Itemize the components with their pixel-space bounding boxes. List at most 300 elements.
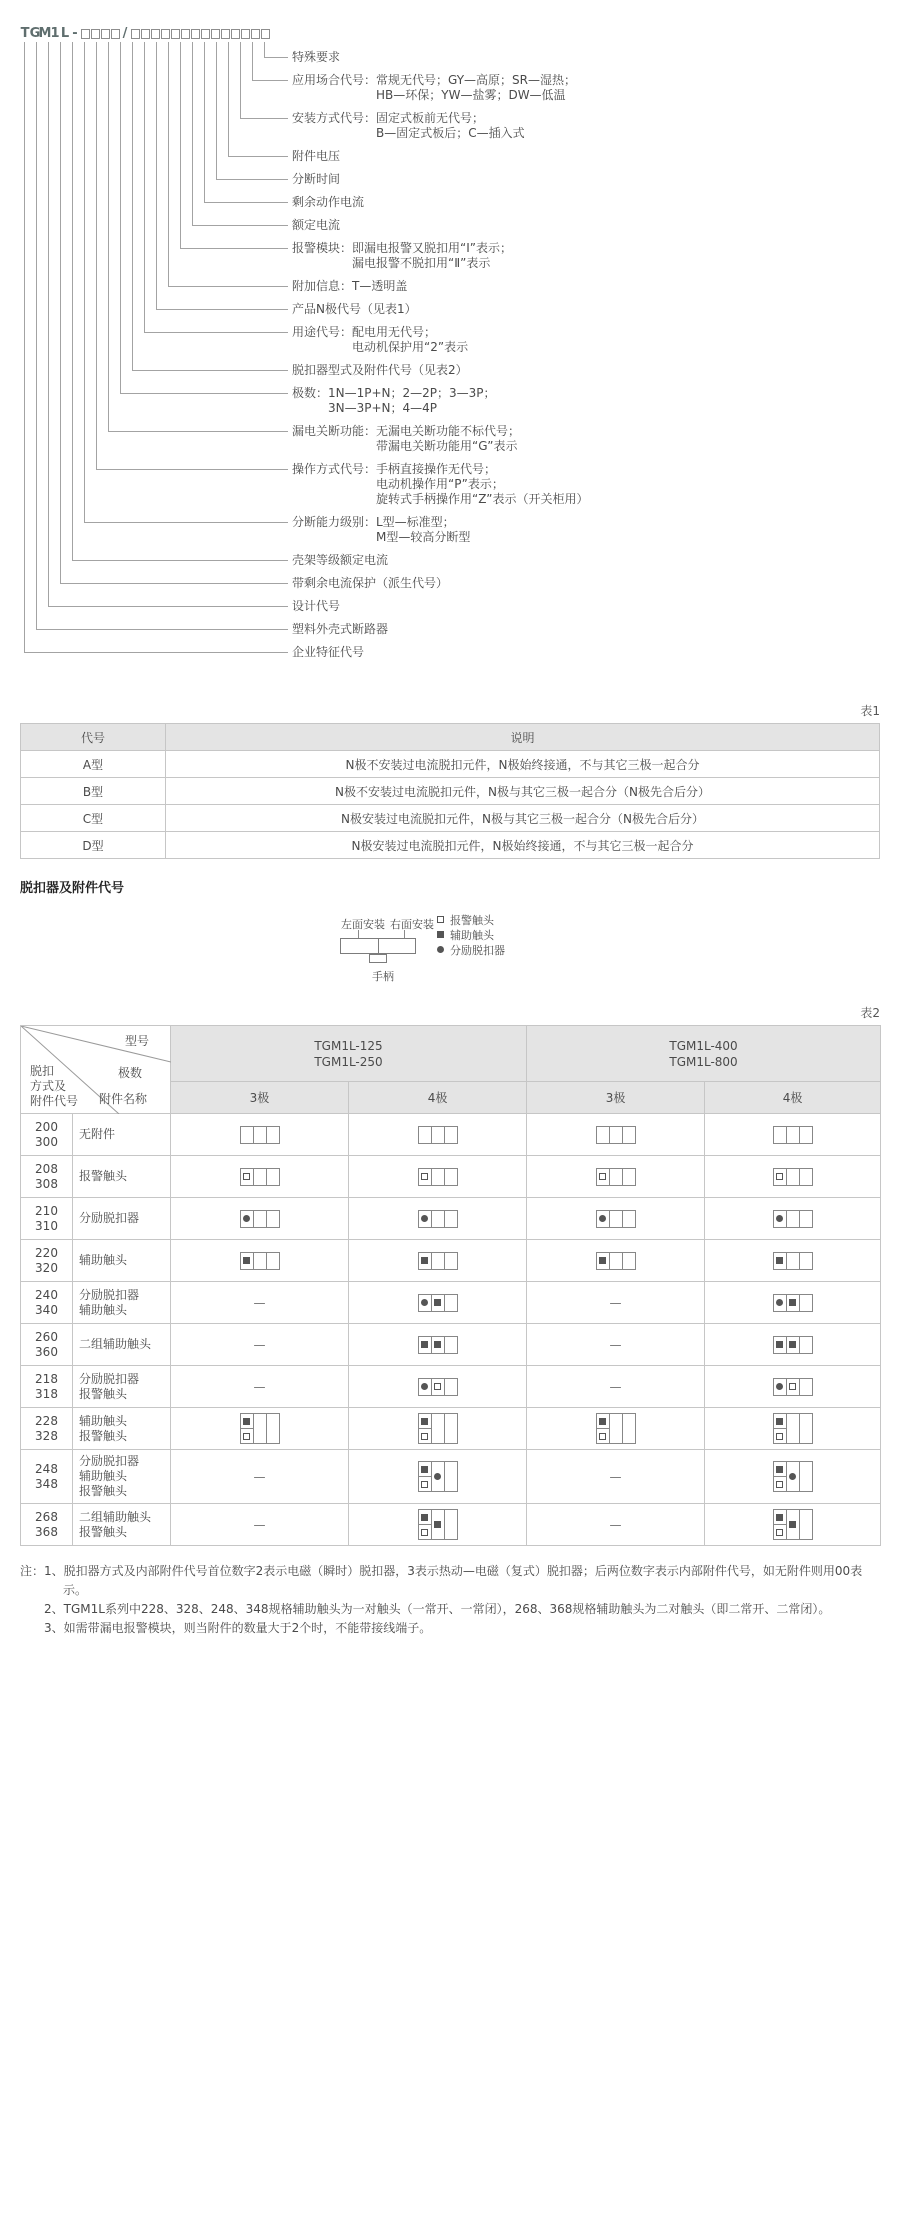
mount-diagram — [0, 908, 900, 1004]
accessory-diagram-cell — [349, 1156, 527, 1198]
accessory-position-diagram — [240, 1126, 280, 1144]
model-char — [80, 29, 90, 39]
accessory-position-diagram — [240, 1413, 280, 1444]
diagram-slot — [799, 1168, 813, 1186]
diagram-slot — [596, 1126, 610, 1144]
model-name: TGM1L-400 — [669, 1038, 738, 1053]
diagram-subslot — [419, 1476, 431, 1491]
no-option-dash: — — [609, 1469, 622, 1484]
accessory-code-line: 300 — [35, 1134, 58, 1149]
n-pole-desc: N极安装过电流脱扣元件，N极与其它三极一起合分（N极先合后分） — [166, 805, 880, 832]
diagram-subslot — [774, 1510, 786, 1524]
aux-symbol-icon — [437, 931, 444, 938]
diagram-slot — [431, 1413, 445, 1444]
no-option-dash: — — [253, 1379, 266, 1394]
accessory-code — [21, 1198, 73, 1240]
accessory-diagram-cell — [171, 1282, 349, 1324]
pole-count-header: 4极 — [349, 1082, 527, 1114]
diagram-subslot — [774, 1414, 786, 1428]
accessory-name-line: 二组辅助触头 — [79, 1509, 152, 1524]
diagram-slot — [609, 1210, 623, 1228]
accessory-code — [21, 1240, 73, 1282]
aux-symbol-icon — [599, 1418, 606, 1425]
lower-content — [0, 702, 900, 1638]
diagram-slot — [431, 1336, 445, 1354]
aux-symbol-icon — [421, 1466, 428, 1473]
branch-label-line: 漏电关断功能：无漏电关断功能不标代号； — [292, 424, 521, 438]
branch-label-line: 附件电压 — [292, 149, 341, 163]
accessory-name-line: 报警触头 — [79, 1524, 128, 1539]
diagram-slot — [786, 1461, 800, 1492]
shunt-symbol-icon — [434, 1473, 441, 1480]
table2-row — [21, 1408, 881, 1450]
accessory-diagram-cell — [171, 1114, 349, 1156]
shunt-symbol-icon — [421, 1383, 428, 1390]
breaker-right-slot — [378, 939, 416, 953]
table2-row — [21, 1156, 881, 1198]
accessory-diagram-cell — [705, 1156, 881, 1198]
table1-header-cell: 说明 — [166, 724, 880, 751]
no-option-dash: — — [609, 1379, 622, 1394]
diagram-slot — [418, 1210, 432, 1228]
diagram-slot — [622, 1126, 636, 1144]
aux-symbol-icon — [789, 1299, 796, 1306]
accessory-code — [21, 1114, 73, 1156]
diagram-slot — [622, 1168, 636, 1186]
model-digit-box — [171, 29, 180, 39]
branch-label-line: 分断时间 — [292, 172, 341, 186]
diagram-slot — [773, 1294, 787, 1312]
diagram-slot — [431, 1294, 445, 1312]
accessory-diagram-cell — [171, 1240, 349, 1282]
accessory-diagram-cell — [349, 1450, 527, 1504]
accessory-name-line: 辅助触头 — [79, 1302, 128, 1317]
symbol-legend — [437, 912, 505, 957]
branch-label — [292, 462, 588, 507]
diagram-slot-stacked — [773, 1509, 787, 1540]
diagram-slot — [431, 1210, 445, 1228]
diagram-slot — [786, 1210, 800, 1228]
accessory-diagram-cell — [171, 1504, 349, 1546]
diagram-slot — [431, 1461, 445, 1492]
branch-label-line: 特殊要求 — [292, 50, 341, 64]
diagram-slot — [253, 1126, 267, 1144]
diagram-slot — [609, 1413, 623, 1444]
table2-caption: 表2 — [860, 1006, 880, 1020]
diagram-subslot — [419, 1510, 431, 1524]
diagram-slot — [799, 1294, 813, 1312]
accessory-code-line: 328 — [35, 1428, 58, 1443]
alarm-symbol-icon — [776, 1173, 783, 1180]
accessory-name-line: 辅助触头 — [79, 1253, 128, 1267]
model-digit-box — [181, 29, 190, 39]
diagram-slot — [799, 1378, 813, 1396]
table2-model-group — [171, 1026, 527, 1082]
diagram-slot — [786, 1378, 800, 1396]
diagram-slot — [266, 1413, 280, 1444]
accessory-code-line: 308 — [35, 1176, 58, 1191]
diagram-slot — [773, 1126, 787, 1144]
accessory-position-diagram — [240, 1168, 280, 1186]
breaker-handle — [369, 954, 387, 963]
table2-row — [21, 1198, 881, 1240]
model-string — [20, 27, 270, 41]
model-char — [200, 29, 210, 39]
trip-accessory-table — [20, 1025, 881, 1546]
breaker-body — [340, 938, 416, 954]
accessory-diagram-cell — [527, 1156, 705, 1198]
model-name: TGM1L-125 — [314, 1038, 383, 1053]
diagram-slot — [773, 1378, 787, 1396]
diagram-slot — [609, 1168, 623, 1186]
diagram-subslot — [774, 1462, 786, 1476]
accessory-code — [21, 1504, 73, 1546]
accessory-diagram-cell — [349, 1198, 527, 1240]
n-pole-desc: N极不安装过电流脱扣元件，N极与其它三极一起合分（N极先合后分） — [166, 778, 880, 805]
model-digit-box — [151, 29, 160, 39]
alarm-symbol-icon — [776, 1529, 783, 1536]
branch-label — [292, 325, 468, 355]
branch-label — [292, 73, 576, 103]
branch-label — [292, 576, 448, 591]
diagram-slot — [596, 1210, 610, 1228]
table1-row — [21, 751, 880, 778]
accessory-position-diagram — [418, 1168, 458, 1186]
accessory-diagram-cell — [705, 1324, 881, 1366]
accessory-code-line: 310 — [35, 1218, 58, 1233]
branch-label-line: 企业特征代号 — [292, 645, 365, 659]
diagram-slot — [444, 1294, 458, 1312]
diagram-slot — [622, 1210, 636, 1228]
left-mount-label: 左面安装 — [341, 918, 385, 931]
accessory-name-line: 辅助触头 — [79, 1469, 128, 1483]
branch-label-line: 额定电流 — [292, 218, 341, 232]
accessory-position-diagram — [773, 1126, 813, 1144]
alarm-symbol-icon — [776, 1433, 783, 1440]
branch-label — [292, 553, 388, 568]
pole-count-header: 3极 — [527, 1082, 705, 1114]
diagram-slot — [773, 1168, 787, 1186]
branch-label-line: HB—环保；YW—盐雾；DW—低温 — [376, 88, 566, 102]
diagram-slot — [622, 1252, 636, 1270]
diagram-slot — [240, 1168, 254, 1186]
accessory-diagram-cell — [171, 1198, 349, 1240]
branch-label-line: 应用场合代号：常规无代号；GY—高原；SR—湿热； — [292, 73, 576, 87]
branch-label — [292, 599, 340, 614]
accessory-position-diagram — [773, 1294, 813, 1312]
accessory-code-line: 228 — [35, 1413, 58, 1428]
diagram-subslot — [774, 1428, 786, 1443]
accessory-code-line: 218 — [35, 1371, 58, 1386]
branch-label-line: 3N—3P+N；4—4P — [328, 401, 438, 415]
diagram-slot — [773, 1210, 787, 1228]
model-char — [220, 29, 230, 39]
corner-label-model: 型号 — [125, 1034, 150, 1048]
model-digit-box — [251, 29, 260, 39]
model-char — [150, 29, 160, 39]
accessory-diagram-cell — [705, 1408, 881, 1450]
notes-label: 注： — [20, 1564, 45, 1578]
accessory-diagram-cell — [171, 1408, 349, 1450]
model-char — [160, 29, 170, 39]
note-item: 3、如需带漏电报警模块，则当附件的数量大于2个时，不能带接线端子。 — [44, 1621, 432, 1635]
model-digit-box — [131, 29, 140, 39]
branch-label-line: 带漏电关断功能用“G”表示 — [376, 439, 518, 453]
accessory-diagram-cell — [705, 1114, 881, 1156]
diagram-slot — [253, 1210, 267, 1228]
table1-header-cell: 代号 — [21, 724, 166, 751]
right-mount-label: 右面安装 — [390, 918, 434, 931]
n-pole-desc: N极安装过电流脱扣元件，N极始终接通，不与其它三极一起合分 — [166, 832, 880, 859]
branch-label-line: 塑料外壳式断路器 — [292, 622, 389, 636]
diagram-slot — [266, 1126, 280, 1144]
branch-label — [292, 111, 525, 141]
accessory-position-diagram — [773, 1336, 813, 1354]
accessory-diagram-cell — [705, 1282, 881, 1324]
diagram-subslot — [241, 1414, 253, 1428]
table2-header-row-models — [21, 1026, 881, 1082]
table2-row — [21, 1504, 881, 1546]
accessory-code-line: 248 — [35, 1461, 58, 1476]
alarm-symbol-icon — [776, 1481, 783, 1488]
model-char — [100, 29, 110, 39]
no-option-dash: — — [609, 1295, 622, 1310]
accessory-position-diagram — [418, 1210, 458, 1228]
aux-symbol-icon — [776, 1257, 783, 1264]
accessory-position-diagram — [418, 1461, 458, 1492]
accessory-name-line: 辅助触头 — [79, 1413, 128, 1428]
model-char: T — [20, 26, 30, 41]
branch-label-line: 带剩余电流保护（派生代号） — [292, 576, 449, 590]
table2-row — [21, 1282, 881, 1324]
diagram-slot — [240, 1252, 254, 1270]
diagram-subslot — [419, 1462, 431, 1476]
notes — [20, 1562, 880, 1638]
model-char — [110, 29, 120, 39]
aux-symbol-icon — [789, 1521, 796, 1528]
model-char: L — [60, 26, 70, 41]
no-option-dash: — — [253, 1337, 266, 1352]
table1-row — [21, 832, 880, 859]
aux-symbol-icon — [434, 1341, 441, 1348]
accessory-diagram-cell — [349, 1114, 527, 1156]
model-char — [250, 29, 260, 39]
accessory-code — [21, 1408, 73, 1450]
accessory-name — [73, 1198, 171, 1240]
alarm-symbol-icon — [437, 916, 444, 923]
branch-label-line: 设计代号 — [292, 599, 341, 613]
alarm-symbol-icon — [789, 1383, 796, 1390]
model-char: / — [122, 26, 128, 41]
corner-label-trip-code: 附件代号 — [30, 1094, 79, 1108]
accessory-code — [21, 1324, 73, 1366]
branch-label — [292, 218, 340, 233]
aux-symbol-icon — [789, 1341, 796, 1348]
diagram-slot-stacked — [596, 1413, 610, 1444]
no-option-dash: — — [253, 1469, 266, 1484]
n-pole-code: B型 — [21, 778, 166, 805]
aux-symbol-icon — [421, 1514, 428, 1521]
accessory-diagram-cell — [527, 1240, 705, 1282]
legend-label: 辅助触头 — [450, 928, 494, 942]
diagram-slot — [786, 1336, 800, 1354]
model-char — [260, 29, 270, 39]
pole-count-header: 4极 — [705, 1082, 881, 1114]
model-digit-box — [221, 29, 230, 39]
legend-item — [437, 927, 505, 942]
shunt-symbol-icon — [437, 946, 444, 953]
accessory-diagram-cell — [349, 1324, 527, 1366]
accessory-code-line: 210 — [35, 1203, 58, 1218]
breaker-left-slot — [341, 939, 378, 953]
accessory-diagram-cell — [705, 1198, 881, 1240]
accessory-name-line: 分励脱扣器 — [79, 1287, 140, 1302]
diagram-slot — [253, 1413, 267, 1444]
model-digit-box — [161, 29, 170, 39]
diagram-slot — [418, 1252, 432, 1270]
branch-label-line: 电动机操作用“P”表示； — [376, 477, 504, 491]
model-digit-box — [111, 29, 120, 39]
right-mount-pointer — [404, 930, 405, 938]
accessory-name-line: 报警触头 — [79, 1428, 128, 1443]
accessory-name-line: 分励脱扣器 — [79, 1211, 140, 1225]
branch-label — [292, 172, 340, 187]
diagram-subslot — [419, 1524, 431, 1539]
diagram-slot — [444, 1413, 458, 1444]
branch-label-line: B—固定式板后；C—插入式 — [376, 126, 525, 140]
aux-symbol-icon — [421, 1418, 428, 1425]
model-digit-box — [141, 29, 150, 39]
diagram-slot — [786, 1168, 800, 1186]
accessory-name-line: 分励脱扣器 — [79, 1454, 140, 1468]
diagram-slot — [444, 1378, 458, 1396]
accessory-name — [73, 1324, 171, 1366]
diagram-slot — [799, 1461, 813, 1492]
n-pole-desc: N极不安装过电流脱扣元件，N极始终接通，不与其它三极一起合分 — [166, 751, 880, 778]
model-digit-box — [231, 29, 240, 39]
accessory-position-diagram — [773, 1413, 813, 1444]
accessory-code-line: 268 — [35, 1509, 58, 1524]
accessory-position-diagram — [418, 1378, 458, 1396]
branch-label-line: 产品N极代号（见表1） — [292, 302, 417, 316]
diagram-slot — [431, 1126, 445, 1144]
model-char — [210, 29, 220, 39]
table2-model-group — [527, 1026, 881, 1082]
shunt-symbol-icon — [776, 1383, 783, 1390]
diagram-slot — [596, 1252, 610, 1270]
model-char — [170, 29, 180, 39]
accessory-code-line: 318 — [35, 1386, 58, 1401]
accessory-position-diagram — [596, 1168, 636, 1186]
accessory-position-diagram — [773, 1461, 813, 1492]
branch-label-line: 旋转式手柄操作用“Z”表示（开关柜用） — [376, 492, 589, 506]
table2-row — [21, 1324, 881, 1366]
legend-item — [437, 942, 505, 957]
branch-label-line: 电动机保护用“2”表示 — [352, 340, 469, 354]
aux-symbol-icon — [776, 1514, 783, 1521]
accessory-position-diagram — [773, 1252, 813, 1270]
accessory-position-diagram — [418, 1413, 458, 1444]
corner-label-trip-code: 方式及 — [30, 1079, 67, 1093]
pole-count-header: 3极 — [171, 1082, 349, 1114]
legend-label: 报警触头 — [450, 913, 494, 927]
alarm-symbol-icon — [421, 1529, 428, 1536]
accessory-name — [73, 1366, 171, 1408]
n-pole-code: A型 — [21, 751, 166, 778]
table1-row — [21, 805, 880, 832]
accessory-position-diagram — [240, 1252, 280, 1270]
diagram-slot-stacked — [773, 1461, 787, 1492]
n-pole-code: C型 — [21, 805, 166, 832]
n-pole-code: D型 — [21, 832, 166, 859]
model-char — [190, 29, 200, 39]
accessory-diagram-cell — [349, 1408, 527, 1450]
accessory-diagram-cell — [349, 1366, 527, 1408]
diagram-slot — [799, 1210, 813, 1228]
diagram-slot — [773, 1336, 787, 1354]
branch-label-line: 极数：1N—1P+N；2—2P；3—3P； — [292, 386, 496, 400]
diagram-slot — [253, 1168, 267, 1186]
accessory-code-line: 368 — [35, 1524, 58, 1539]
diagram-slot — [266, 1210, 280, 1228]
notes-items — [44, 1562, 880, 1638]
aux-symbol-icon — [599, 1257, 606, 1264]
accessory-position-diagram — [596, 1413, 636, 1444]
diagram-slot — [431, 1168, 445, 1186]
diagram-slot — [786, 1509, 800, 1540]
diagram-slot — [253, 1252, 267, 1270]
accessory-name-line: 报警触头 — [79, 1386, 128, 1401]
branch-label — [292, 149, 340, 164]
accessory-position-diagram — [596, 1126, 636, 1144]
diagram-slot — [444, 1336, 458, 1354]
alarm-symbol-icon — [421, 1433, 428, 1440]
diagram-slot — [444, 1210, 458, 1228]
accessory-name — [73, 1114, 171, 1156]
corner-label-accessory-name: 附件名称 — [99, 1092, 148, 1106]
diagram-slot — [444, 1168, 458, 1186]
handle-label: 手柄 — [372, 970, 394, 983]
accessory-name-line: 二组辅助触头 — [79, 1337, 152, 1351]
branch-label-line: 报警模块：即漏电报警又脱扣用“Ⅰ”表示； — [292, 241, 512, 255]
aux-symbol-icon — [421, 1257, 428, 1264]
aux-symbol-icon — [243, 1418, 250, 1425]
accessory-name — [73, 1240, 171, 1282]
branch-label-line: 操作方式代号：手柄直接操作无代号； — [292, 462, 497, 476]
diagram-slot — [418, 1378, 432, 1396]
model-char: 1 — [50, 26, 60, 41]
diagram-slot — [418, 1168, 432, 1186]
branch-label-line: 用途代号：配电用无代号； — [292, 325, 437, 339]
model-char — [130, 29, 140, 39]
accessory-name — [73, 1408, 171, 1450]
table2-row — [21, 1240, 881, 1282]
diagram-subslot — [597, 1428, 609, 1443]
accessory-code-line: 360 — [35, 1344, 58, 1359]
model-char — [140, 29, 150, 39]
shunt-symbol-icon — [776, 1215, 783, 1222]
accessory-diagram-cell — [527, 1282, 705, 1324]
accessory-name — [73, 1282, 171, 1324]
shunt-symbol-icon — [599, 1215, 606, 1222]
diagram-slot — [266, 1168, 280, 1186]
branch-label — [292, 363, 468, 378]
diagram-subslot — [774, 1524, 786, 1539]
shunt-symbol-icon — [789, 1473, 796, 1480]
diagram-slot — [799, 1336, 813, 1354]
branch-label-line: 剩余动作电流 — [292, 195, 365, 209]
table2-row — [21, 1450, 881, 1504]
